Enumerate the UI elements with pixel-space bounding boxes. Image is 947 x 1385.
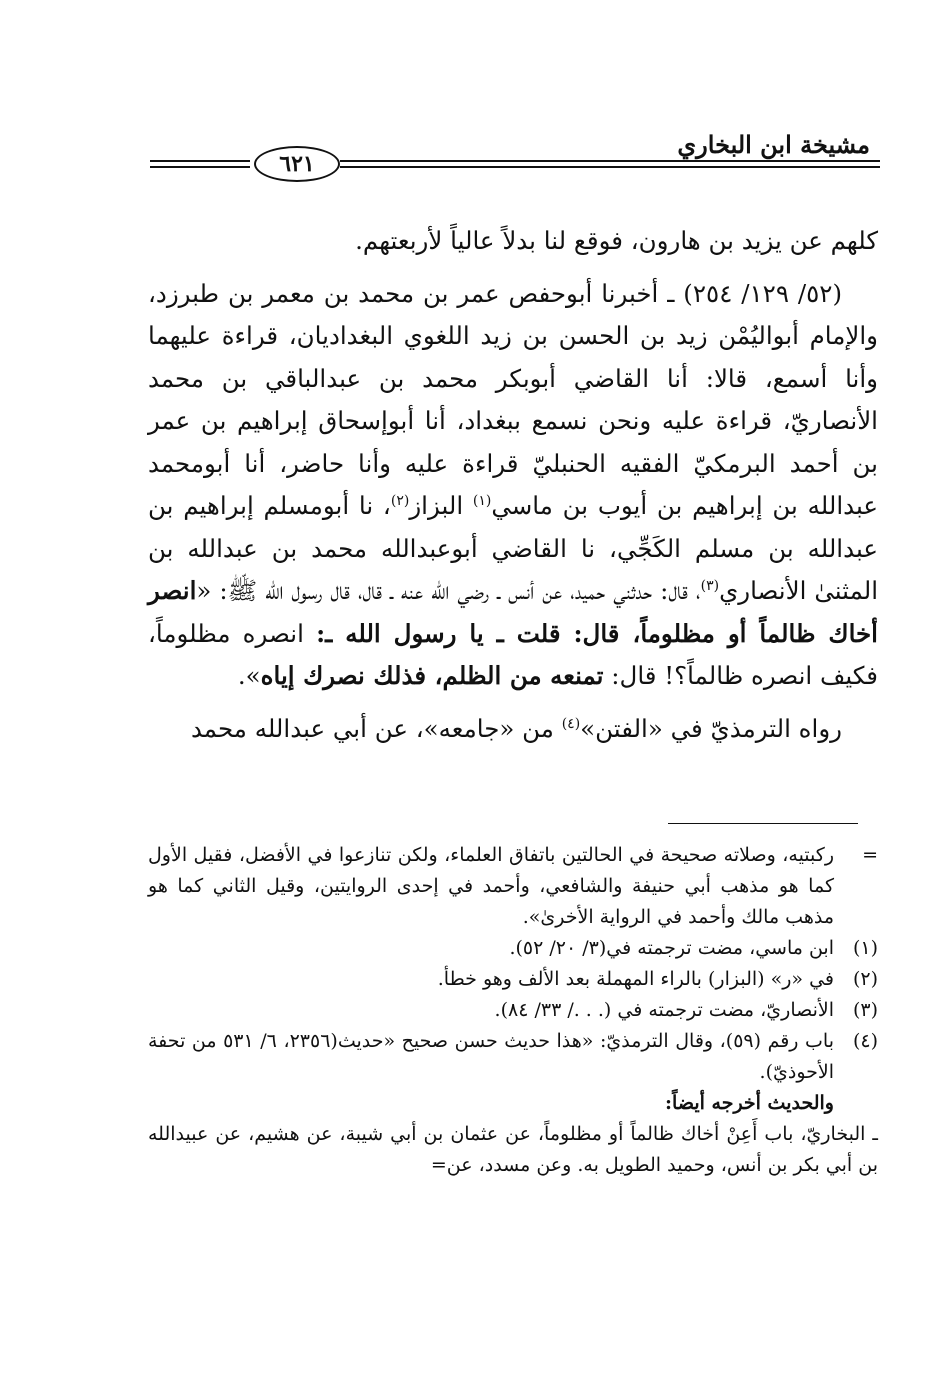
paragraph-text: ، قال: حدثني حميد، عن أنس ـ رضي الله عنه ـ قال، قال رسول الله ﷺ: «	[196, 576, 701, 605]
main-text	[148, 220, 878, 750]
page-number: ٦٢١	[254, 146, 340, 182]
footnote-text: الأنصاريّ، مضت ترجمته في (. . ./ ٣٣/ ٨٤).	[494, 999, 834, 1021]
paragraph-text: ».	[237, 661, 261, 690]
footnote-text: ركبتيه، وصلاته صحيحة في الحالتين باتفاق العلماء، ولكن تنازعوا في الأفضل، فقيل الأول كما هو مذهب أبي حنيفة والشافعي، وأحمد في إحدى الروايتين، وقيل الثاني كما هو مذهب مالك وأحمد في الرواية الأخرىٰ».	[148, 844, 834, 928]
footnote-text: باب رقم (٥٩)، وقال الترمذيّ: «هذا حديث حسن صحيح «حديث(٢٣٥٦، ٦/ ٥٣١ من تحفة الأحوذيّ).	[148, 1030, 834, 1083]
paragraph	[148, 220, 878, 263]
footnote-1	[148, 933, 878, 964]
footnote-2	[148, 964, 878, 995]
footnote-ref[interactable]: (١)	[472, 492, 492, 509]
book-title: مشيخة ابن البخاري	[677, 130, 870, 159]
footnote-continuation	[148, 840, 878, 933]
footnote-body	[148, 1026, 834, 1119]
footnote-text: ابن ماسي، مضت ترجمته في(٣/ ٢٠/ ٥٢).	[509, 937, 834, 959]
paragraph-text: كلهم عن يزيد بن هارون، فوقع لنا بدلاً عالياً لأربعتهم.	[355, 226, 878, 255]
header-rule	[150, 160, 250, 162]
footnote-text: في «ر» (البزار) بالراء المهملة بعد الألف وهو خطأ.	[437, 968, 834, 990]
footnote-mark: (١)	[852, 937, 878, 959]
footnote-mark: (٢)	[852, 968, 878, 990]
hadith-text: تمنعه من الظلم، فذلك نصرك إياه	[260, 661, 604, 690]
hadith-text: انصر أخاك ظالماً أو مظلوماً، قال: قلت ـ يا رسول الله ـ:	[148, 576, 878, 648]
footnote-text: ـ البخاريّ، باب أَعِنْ أخاك ظالماً أو مظلوماً، عن عثمان بن أبي شيبة، عن هشيم، عن عبيدالله بن أبي بكر بن أنس، وحميد الطويل به. وعن مسدد، عن=	[148, 1123, 878, 1176]
paragraph-text: البزاز	[409, 491, 473, 520]
hadith-paragraph	[148, 273, 878, 698]
footnote-mark: =	[862, 844, 878, 866]
paragraph	[148, 708, 878, 751]
paragraph-text: من «جامعه»، عن أبي عبدالله محمد	[190, 713, 562, 743]
paragraph-text: رواه الترمذيّ في «الفتن»	[580, 713, 842, 743]
header-rule	[340, 166, 880, 168]
footnote-ref[interactable]: (٣)	[700, 577, 720, 594]
header-rule	[150, 166, 250, 168]
footnote-ref[interactable]: (٤)	[561, 715, 581, 732]
footnote-3	[148, 995, 878, 1026]
paragraph-text: ، نا أبومسلم إبراهيم بن عبدالله بن مسلم الكَجِّي، نا القاضي أبوعبدالله محمد بن عبدالله بن المثنىٰ الأنصاري	[148, 491, 879, 605]
footnote-4	[148, 1026, 878, 1119]
paragraph-text: (٥٢/ ١٢٩/ ٢٥٤) ـ أخبرنا أبوحفص عمر بن محمد بن معمر بن طبرزد، والإمام أبواليُمْن زيد بن الحسن بن زيد اللغوي البغداديان، قراءة عليهما وأنا أسمع، قالا: أنا القاضي أبوبكر محمد بن عبدالباقي بن محمد الأنصاريّ، قراءة عليه ونحن نسمع ببغداد، أنا أبوإسحاق إبراهيم بن عمر بن أحمد البرمكيّ الفقيه الحنبليّ قراءة عليه وأنا حاضر، أنا أبومحمد عبدالله بن إبراهيم بن أيوب بن ماسي	[148, 278, 878, 520]
header-rule	[340, 160, 880, 162]
footnote-heading: والحديث أخرجه أيضاً:	[665, 1092, 834, 1114]
footnote-mark: (٤)	[852, 1030, 878, 1052]
footnote-ref[interactable]: (٢)	[390, 492, 410, 509]
footnote-mark: (٣)	[852, 999, 878, 1021]
footnote-separator	[668, 823, 858, 824]
page-header	[150, 120, 880, 190]
footnote-extra	[148, 1119, 878, 1181]
footnotes	[148, 840, 878, 1181]
paragraph-text: انصره مظلوماً، فكيف انصره ظالماً؟! قال:	[148, 618, 878, 690]
